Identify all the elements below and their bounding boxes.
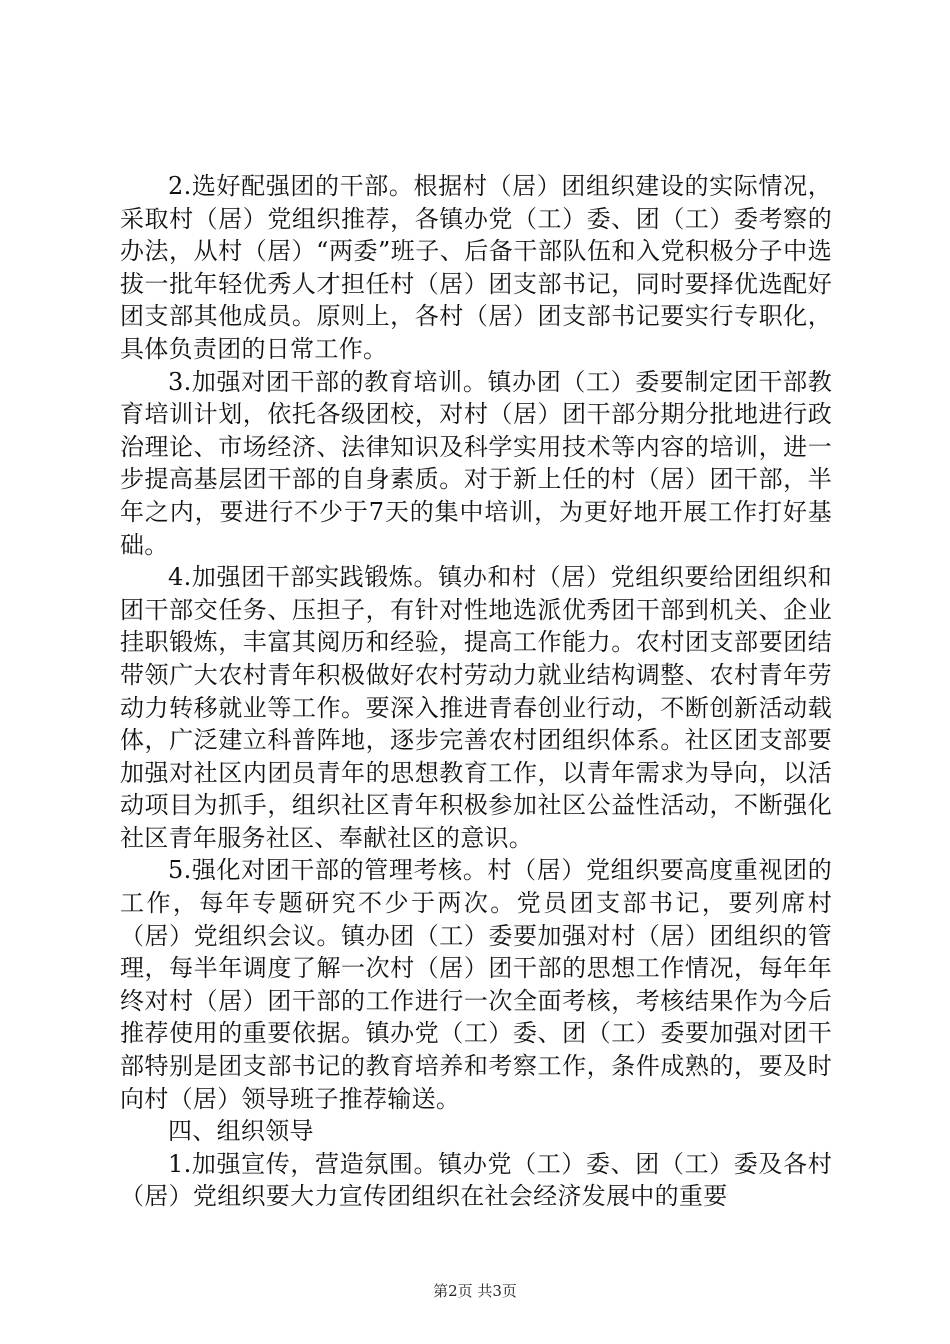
section-heading: 四、组织领导 <box>168 1117 314 1146</box>
paragraph-item-4: 4.加强团干部实践锻炼。镇办和村（居）党组织要给团组织和团干部交任务、压担子，有针对性地选派优秀团干部到机关、企业挂职锻炼，丰富其阅历和经验，提高工作能力。农村团支部要团结带领广大农村青年积极做好农村劳动力就业结构调整、农村青年劳动力转移就业等工作。要深入推进青春创业行动，不断创新活动载体，广泛建立科普阵地，逐步完善农村团组织体系。社区团支部要加强对社区内团员青年的思想教育工作，以青年需求为导向，以活动项目为抓手，组织社区青年积极参加社区公益性活动，不断强化社区青年服务社区、奉献社区的意识。 <box>120 563 832 852</box>
page-number-footer: 第2页 共3页 <box>433 1282 517 1300</box>
paragraph-item-3: 3.加强对团干部的教育培训。镇办团（工）委要制定团干部教育培训计划，依托各级团校，对村（居）团干部分期分批地进行政治理论、市场经济、法律知识及科学实用技术等内容的培训，进一步提高基层团干部的自身素质。对于新上任的村（居）团干部，半年之内，要进行不少于7天的集中培训，为更好地开展工作打好基础。 <box>120 367 832 559</box>
paragraph-item-1-publicity: 1.加强宣传，营造氛围。镇办党（工）委、团（工）委及各村（居）党组织要大力宣传团组织在社会经济发展中的重要 <box>120 1149 832 1211</box>
paragraph-item-5: 5.强化对团干部的管理考核。村（居）党组织要高度重视团的工作，每年专题研究不少于两次。党员团支部书记，要列席村（居）党组织会议。镇办团（工）委要加强对村（居）团组织的管理，每半年调度了解一次村（居）团干部的思想工作情况，每年年终对村（居）团干部的工作进行一次全面考核，考核结果作为今后推荐使用的重要依据。镇办党（工）委、团（工）委要加强对团干部特别是团支部书记的教育培养和考察工作，条件成熟的，要及时向村（居）领导班子推荐输送。 <box>120 856 832 1113</box>
paragraph-item-2: 2.选好配强团的干部。根据村（居）团组织建设的实际情况，采取村（居）党组织推荐，各镇办党（工）委、团（工）委考察的办法，从村（居）“两委”班子、后备干部队伍和入党积极分子中选拔一批年轻优秀人才担任村（居）团支部书记，同时要择优选配好团支部其他成员。原则上，各村（居）团支部书记要实行专职化，具体负责团的日常工作。 <box>120 172 832 363</box>
document-body <box>120 170 832 1213</box>
